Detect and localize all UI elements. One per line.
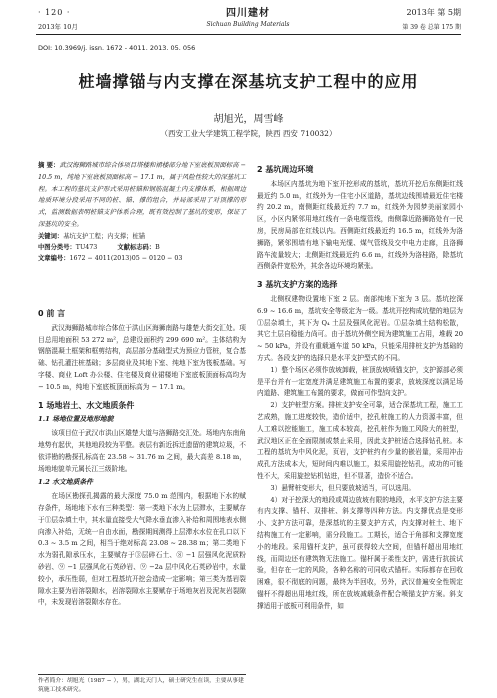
section-1-2-paragraph: 在场区勘探孔揭露的最大深度 75.0 m 范围内，根据地下水的赋存条件，场地地下水有三种类型：第一类地下水为上层滞水，主要赋存于①层杂填土中，其水量直接受大气降水垂直渗入补给和周围地表水侧向渗入补给，无统一自由水面，勘探期间测得上层滞水水位在孔口以下 0.3 ~ 3.5 m 之间，相当于绝对标高 23.08 ~ 28.38 m；第二类地下水为弱孔隙承压水，主要赋存于③层碎石土、⑧ −1 层强风化泥质粉砂岩、⑨ −1 层强风化石英砂岩、⑨ −2a 层中风化石英砂岩中，水量较小，承压性弱，但对工程基坑开挖会造成一定影响；第三类为基岩裂隙水主要为岩溶裂隙水，岩溶裂隙水主要赋存于场地灰岩及泥灰岩裂隙中，未发现岩溶裂隙水存在。 [38,492,246,607]
issue-date: 2013年 10月 [38,23,78,31]
section-1-1-paragraph: 该项目位于武汉市洪山区雄楚大道与洛狮路交汇处。场地内东南角地势有起伏，其他地段较为平整。表层有新近拆迁遗留的建筑垃圾，不依详勘的勘探孔标高在 23.58 ~ 31.76 m 之间，最大高差 8.18 m，场地地貌单元属长江三级阶地。 [38,429,246,473]
page-number: · 120 · [38,8,71,17]
section-2-title: 2 基坑周边环境 [257,165,314,174]
section-3-paragraph-4: 3）悬臂桩变形大，但只要放坡适当，可以选用。 [270,483,416,492]
header-rule [36,34,461,35]
abstract-label: 摘 要： [38,161,60,169]
year-issue: 2013年 第 5期 [406,8,461,17]
classification: 中图分类号：TU473 文献标志码：B [38,243,160,251]
affiliation: （西安工业大学建筑工程学院，陕西 西安 710032） [160,129,337,138]
journal-name-cn: 四川建材 [226,8,270,19]
section-1-title: 1 场地岩土、水文地质条件 [38,400,135,410]
left-column [38,302,246,609]
section-0-title: 0 前 言 [38,309,66,318]
abstract [38,160,246,264]
abstract-text: 武汉海狮路城市综合体项目塔楼和裙楼部分地下室底板顶面标高 − 10.5 m，纯地下室底板顶面标高 − 17.1 m，属于风险性较大的深基坑工程。本工程的基坑支护形式采用桩锚和钢筋混凝土内支撑体系，根据周边地质环境分段采用不同的桩、锚、撑的组合，并局部采用了对顶撑的形式，监测数据表明桩锚支护体系合理，既有效控制了基坑的变形，保证了深基坑的安全。 [38,161,246,228]
authors: 胡旭光，周雪峰 [213,114,284,125]
section-3-paragraph-5: 4）对于挖深大的地段或周边放坡有限的地段，水平支护方法主要有内支撑、锚杆、双排桩、斜支撑等四种方法。内支撑优点是变形小、支护方法可靠，是深基坑的主要支护方式，内支撑对桩土、地下结构施工有一定影响，需分段施工。工期长，适合于角部和支撑宽度小的地段。采用锚杆支护，虽可获得较大空间，但锚杆超出用地红线，而周边还有建筑物无法施工。锚杆属于柔性支护，需进行抗拔试验，但存在一定的风险，各种名称的可同收式锚杆。实际都存在回收困难，很不彻底的问题，最终为半回收，另外，武汉普遍安全性规定锚杆不得超出用地红线，所在放坡减载条件配合喷锚支护方案。斜支撑适用于底板可利用条件，如 [257,495,463,610]
section-2-paragraph: 本场区内基坑为地下室开挖形成的基坑，基坑开挖后东侧距红线最近约 5.0 m，红线外为一住宅小区道路，基坑边线围墙最近住宅楼约 20.2 m，南侧距红线最近约 7.7 m，红线外为园梦美丽家园小区，小区内紧邻用地红线有一条电缆管线，南侧靠近路狮路处有一民房，民房局部在红线以内。西侧距红线最近约 16.5 m，红线外为洛狮路，紧邻围墙有地下输电光缆、煤气管线及交中电力走廊，且洛狮路车流量较大；北侧距红线最近约 6.6 m，红线外为洛桂路，除基坑西侧条件宽松外，其余各边环境均紧张。 [257,179,463,271]
volume-total: 第 39 卷 总第 175 期 [402,24,461,31]
article-number: 文章编号：1672 − 4011(2013)05 − 0120 − 03 [38,254,183,262]
section-3-paragraph-2: 1）整个场区必须作放坡卸载，桩顶放坡喷锚支护，支护源部必须是平台并有一定宽度并满足建筑施工布置的要求，放坡深度以满足场内道路、建筑施工布置的要求，做面可作型向支护。 [257,365,463,398]
section-3-paragraph-3: 2）支护桩型方案。排桩支护安全可靠，适合深基坑工程，施工工艺成熟，施工进度较快，造价适中，挖孔桩施工的人力资源丰富，但人工难以挖能施工，施工成本较高，挖孔桩作为施工风险大的桩型，武汉地区正在全面限制或禁止采用，因此支护桩适合选择钻孔桩。本工程的基坑为中风化泥，页岩，支护桩约有少量的嵌岩量，采用冲击成孔方法成本大，短时间内难以施工，拟采用旋挖钻孔，成功的可能性不大，采用旋挖钻机钻进，但不显著，造价不适合。 [257,401,463,480]
section-1-1-title: 1.1 场地位置及地形地貌 [38,415,114,424]
section-1-2-title: 1.2 水文地质条件 [38,478,93,487]
section-0-paragraph: 武汉海狮路城市综合体位于洪山区海狮南路与雄楚大街交汇处。项目总用地面积 53 272 m²，总建设面积约 299 690 m²。主体结构为钢筋混凝土框架和框剪结构，高层部分基础型式为预应力管桩，复合基础、钻孔灌注桩基础；多层商业及其地下室、纯地下室为筏板基础。写字楼、商业 Loft 办公楼、住宅楼及商业裙楼地下室底板顶面标高均为 − 10.5 m，纯地下室底板顶面标高为 − 17.1 m。 [38,323,246,391]
doi: DOI: 10.3969/j. issn. 1672 - 4011. 2013. 05. 056 [38,44,196,52]
journal-logo [202,4,294,34]
section-3-title: 3 基坑支护方案的选择 [257,280,338,290]
journal-name-en: Sichuan Building Materials [206,21,290,28]
keywords: 关键词：基坑支护工程；内支撑；桩锚 [38,232,146,240]
section-3-paragraph-1: 北侧权建物设置地下室 2 层。南部纯地下室为 3 层。基坑挖深 6.9 ~ 16.6 m，基坑安全等级定为一级。基坑开挖构成坑壁的地层为①层杂填土，其下为 Q₄ 土层及强风化泥岩。①层杂填土结构松散，其它土层自稳能力尚可。由于基坑外侧空间为建筑施工占用，堆载 20 ~ 50 kPa，并设有重载通车道 50 kPa，只能采用排桩支护为基础的方式。各段支护的选择只是水平支护型式的不同。 [257,294,463,362]
paper-title: 桩墙撑锚与内支撑在深基坑支护工程中的应用 [78,72,419,91]
page-header [0,0,497,40]
right-column [257,158,463,612]
author-footnote: 作者简介：胡旭光（1987 − ），男，湖北天门人，硕士研究生在读，主要从事建筑施工技术研究。 [38,674,246,694]
